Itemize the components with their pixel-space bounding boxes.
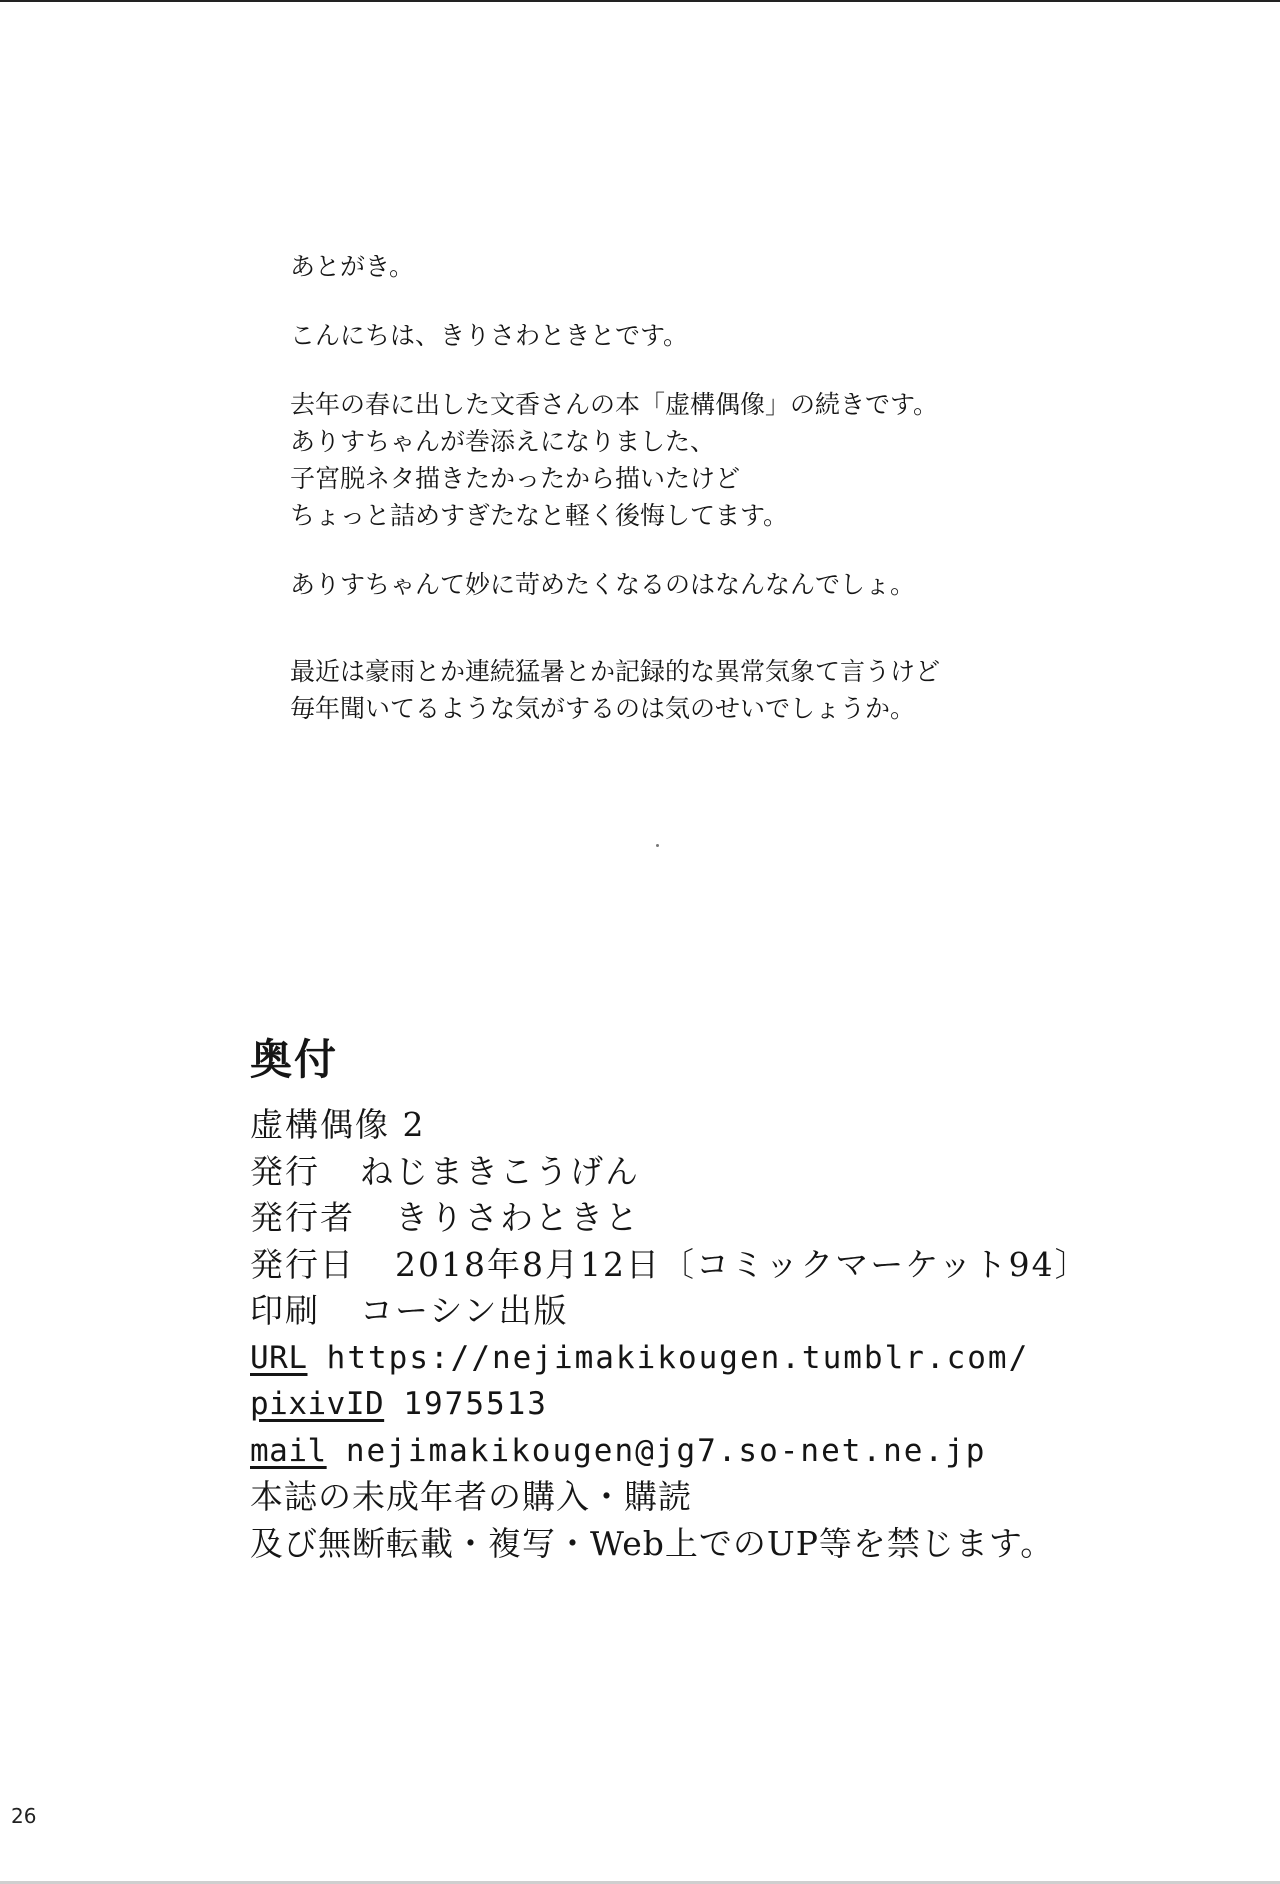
afterword-section [290,248,1190,727]
colophon-section [250,1030,1250,1567]
spacer [290,603,1190,653]
spacer [290,534,1190,566]
afterword-heading [290,248,1190,285]
paragraph-line: 毎年聞いてるような気がするのは気のせいでしょうか。 [290,694,916,723]
date-label: 発行日 [250,1244,355,1284]
author-label: 発行者 [250,1198,355,1237]
afterword-greeting [290,317,1190,354]
afterword-paragraph-2 [290,566,1190,603]
paragraph-line: ちょっと詰めすぎたなと軽く後悔してます。 [290,501,789,530]
spacer [290,285,1190,317]
mail-label: mail [250,1432,327,1469]
book-title: 虚構偶像 2 [250,1105,426,1144]
colophon-url [250,1335,1250,1382]
colophon-date [250,1242,1250,1289]
paragraph-line: 去年の春に出した文香さんの本「虚構偶像」の続きです。 [290,390,939,419]
colophon-book-title [250,1102,1250,1149]
paragraph-line: ありすちゃんて妙に苛めたくなるのはなんなんでしょ。 [290,570,916,599]
pixiv-value: 1975513 [403,1386,548,1422]
printer-label: 印刷 [250,1291,320,1330]
page-number: 26 [11,1804,37,1828]
printer-value: コーシン出版 [360,1291,569,1330]
date-value: 2018年8月12日〔コミックマーケット94〕 [395,1244,1090,1284]
publisher-value: ねじまきこうげん [360,1151,640,1191]
colophon-notice-line-1: 本誌の未成年者の購入・購読 [250,1477,692,1516]
colophon-printer [250,1288,1250,1335]
paragraph-line: ありすちゃんが巻添えになりました、 [290,427,716,456]
url-label: URL [250,1339,308,1376]
top-border-line [0,0,1280,2]
afterword-heading-text: あとがき。 [290,252,415,281]
url-value: https://nejimakikougen.tumblr.com/ [326,1339,1030,1376]
pixiv-label: pixivID [250,1386,385,1422]
colophon-pixiv [250,1381,1250,1428]
print-speck [656,844,659,847]
colophon-notice-line-2: 及び無断転載・複写・Web上でのUP等を禁じます。 [250,1523,1055,1563]
publisher-label: 発行 [250,1151,320,1191]
spacer [290,354,1190,386]
paragraph-line: 最近は豪雨とか連続猛暑とか記録的な異常気象て言うけど [290,657,941,686]
colophon-list [250,1102,1250,1567]
afterword-paragraph-3 [290,653,1190,727]
colophon-publisher [250,1149,1250,1196]
mail-value: nejimakikougen@jg7.so-net.ne.jp [345,1432,987,1469]
afterword-greeting-text: こんにちは、きりさわときとです。 [290,321,689,350]
colophon-title: 奥付 [250,1035,339,1084]
colophon-author [250,1195,1250,1242]
author-value: きりさわときと [395,1198,640,1237]
colophon-mail [250,1428,1250,1475]
paragraph-line: 子宮脱ネタ描きたかったから描いたけど [290,464,741,493]
afterword-paragraph-1 [290,386,1190,534]
